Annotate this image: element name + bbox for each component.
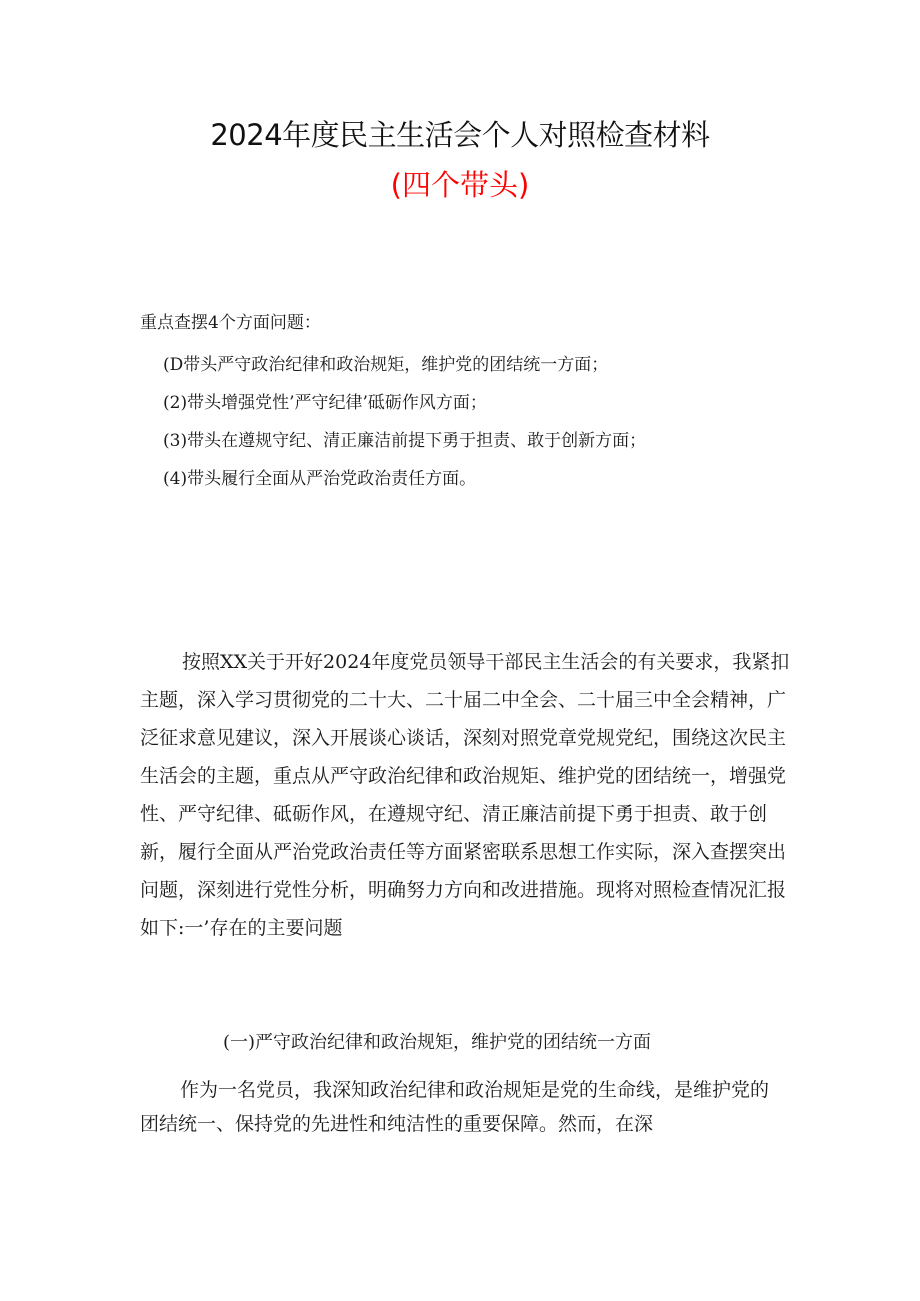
document-subtitle: (四个带头) — [390, 168, 530, 202]
body-paragraph — [140, 1073, 780, 1141]
body-paragraph-text: 作为一名党员，我深知政治纪律和政治规矩是党的生命线，是维护党的团结统一、保持党的先进性和纯洁性的重要保障。然而，在深 — [140, 1079, 770, 1135]
focus-item: (4)带头履行全面从严治党政治责任方面。 — [163, 469, 477, 489]
body-paragraph — [140, 643, 800, 947]
section-heading: (一)严守政治纪律和政治规矩，维护党的团结统一方面 — [223, 1032, 652, 1053]
body-paragraph-text: 按照XX关于开好2024年度党员领导干部民主生活会的有关要求，我紧扣主题，深入学习贯彻党的二十大、二十届二中全会、二十届三中全会精神，广泛征求意见建议，深入开展谈心谈话，深刻对照党章党规党纪，围绕这次民主生活会的主题，重点从严守政治纪律和政治规矩、维护党的团结统一，增强党性、严守纪律、砥砺作风，在遵规守纪、清正廉洁前提下勇于担责、敢于创新，履行全面从严治党政治责任等方面紧密联系思想工作实际，深入查摆突出问题，深刻进行党性分析，明确努力方向和改进措施。现将对照检查情况汇报如下:一’存在的主要问题 — [140, 651, 790, 939]
focus-item-list — [163, 352, 646, 504]
document-title: 2024年度民主生活会个人对照检查材料 — [210, 118, 710, 152]
focus-item: (D带头严守政治纪律和政治规矩，维护党的团结统一方面； — [163, 355, 609, 375]
focus-item: (3)带头在遵规守纪、清正廉洁前提下勇于担责、敢于创新方面； — [163, 431, 647, 451]
focus-item: (2)带头增强党性’严守纪律’砥砺作风方面； — [163, 393, 487, 413]
intro-line: 重点查摆4个方面问题： — [140, 313, 321, 333]
